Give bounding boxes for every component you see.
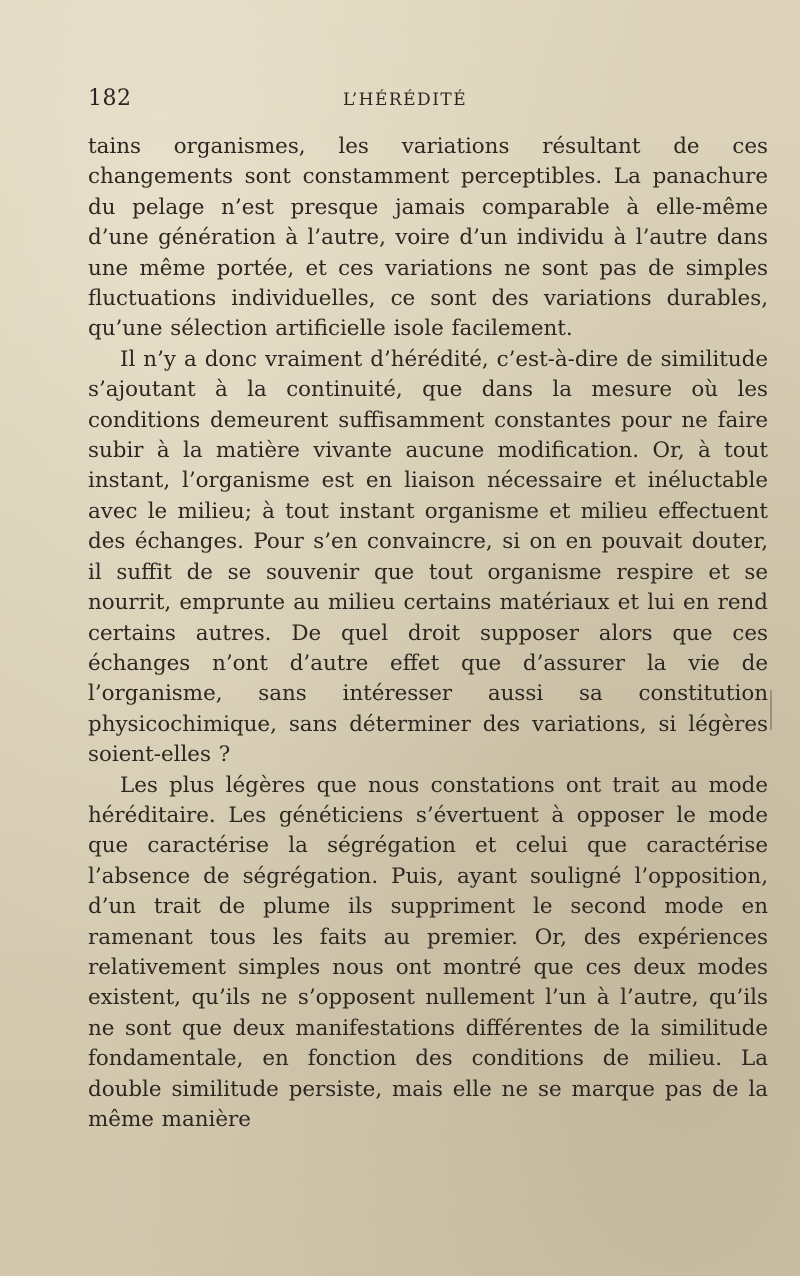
running-head <box>88 86 768 116</box>
paragraph-continuation: tains organismes, les variations résultant de ces changements sont constamment perceptibles. La panachure du pelage n’est presque jamais comparable à elle-même d’une génération à l’autre, voire d’un individu à l’autre dans une même portée, et ces variations ne sont pas de simples fluctuations individuelles, ce sont des variations durables, qu’une sélection artificielle isole facilement. <box>88 134 768 342</box>
page-edge-mark <box>770 690 772 730</box>
paragraph-heredite: Il n’y a donc vraiment d’hérédité, c’est-à-dire de similitude s’ajoutant à la continuité, que dans la mesure où les conditions demeurent suffisamment constantes pour ne faire subir à la matière vivante aucune modification. Or, à tout instant, l’organisme est en liaison nécessaire et inéluctable avec le milieu; à tout instant organisme et milieu effectuent des échanges. Pour s’en convaincre, si on en pouvait douter, il suffit de se souvenir que tout organisme respire et se nourrit, emprunte au milieu certains matériaux et lui en rend certains autres. De quel droit supposer alors que ces échanges n’ont d’autre effet que d’assurer la vie de l’organisme, sans intéresser aussi sa constitution physicochimique, sans déterminer des variations, si légères soient-elles ? <box>88 346 768 768</box>
body-text <box>88 132 768 1135</box>
page-number: 182 <box>88 86 132 111</box>
paragraph-mode-hereditaire: Les plus légères que nous constations ont trait au mode héréditaire. Les généticiens s’évertuent à opposer le mode que caractérise la ségrégation et celui que caractérise l’absence de ségrégation. Puis, ayant souligné l’opposition, d’un trait de plume ils suppriment le second mode en ramenant tous les faits au premier. Or, des expériences relativement simples nous ont montré que ces deux modes existent, qu’ils ne s’opposent nullement l’un à l’autre, qu’ils ne sont que deux manifestations différentes de la similitude fondamentale, en fonction des conditions de milieu. La double similitude persiste, mais elle ne se marque pas de la même manière <box>88 772 768 1132</box>
running-title: L’HÉRÉDITÉ <box>343 90 468 110</box>
